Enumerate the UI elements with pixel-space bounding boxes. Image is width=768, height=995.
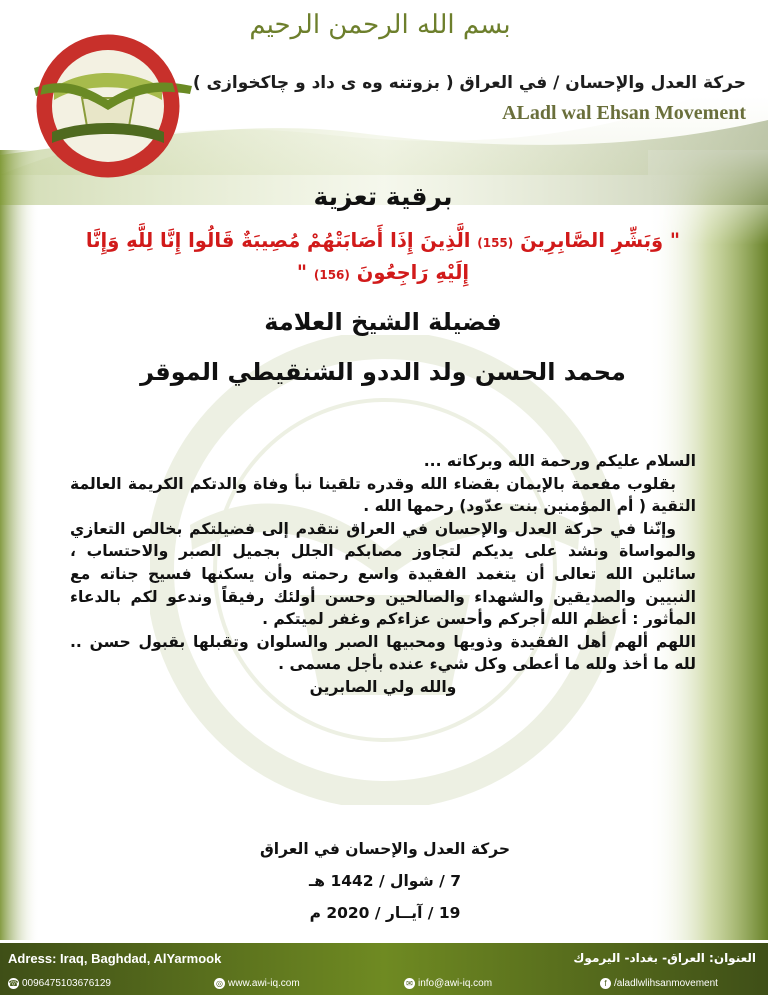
footer-facebook[interactable] bbox=[600, 975, 718, 993]
paragraph-condolence-message: وإنّنا في حركة العدل والإحسان في العراق نتقدم إلى فضيلتكم بخالص التعازي والمواساة ونشد على يديكم لتجاوز مصابكم الجلل بجميل الصبر والاحتساب ، سائلين الله تعالى أن يتغمد الفقيدة واسع رحمته وأن يسكنها فسيح جناته مع النبيين والصديقين والشهداء والصالحين وحسن أولئك رفيقاً وندعو لكم بالدعاء المأثور : أعظم الله أجركم وأحسن عزاءكم وغفر لميتكم . bbox=[70, 519, 696, 629]
footer-email[interactable] bbox=[404, 975, 492, 993]
basmala-calligraphy: بسم الله الرحمن الرحيم bbox=[249, 10, 511, 40]
organization-name-english: ALadl wal Ehsan Movement bbox=[502, 102, 746, 124]
letter-header-block bbox=[68, 178, 698, 390]
movement-logo bbox=[22, 28, 202, 178]
closing-line: والله ولي الصابرين bbox=[309, 677, 457, 696]
quran-verse bbox=[68, 226, 698, 290]
phone-number: 00964751036761​29 bbox=[22, 978, 111, 989]
footer-phone bbox=[8, 975, 111, 993]
date-hijri: 7 / شوال / 1442 هـ bbox=[308, 872, 462, 890]
verse-text-part2: الَّذِينَ إِذَا أَصَابَتْهُمْ مُصِيبَةٌ قَالُوا إِنَّا لِلَّهِ وَإِنَّا إِلَيْهِ رَاجِعُونَ bbox=[85, 229, 471, 284]
document-title: برقية تعزية bbox=[313, 182, 453, 211]
facebook-icon: f bbox=[600, 978, 611, 989]
paragraph-condolence-news: بقلوب مفعمة بالإيمان بقضاء الله وقدره تلقينا نبأ وفاة والدتكم الكريمة العالمة التقية ( أم المؤمنين بنت عدّود) رحمها الله . bbox=[70, 474, 696, 516]
signature-organization: حركة العدل والإحسان في العراق bbox=[259, 840, 511, 858]
email-icon: ✉ bbox=[404, 978, 415, 989]
paragraph-prayer: اللهم ألهم أهل الفقيدة وذويها ومحبيها الصبر والسلوان وتقبلها بقبول حسن .. لله ما أخذ ولله ما أعطى وكل شيء عنده بأجل مسمى . bbox=[70, 632, 696, 674]
greeting: السلام عليكم ورحمة الله وبركاته ... bbox=[423, 452, 696, 470]
letter-body bbox=[70, 450, 696, 699]
email-address[interactable]: info@awi-iq.com bbox=[418, 978, 493, 989]
verse-end-quote: " bbox=[296, 261, 308, 284]
footer-address-english: Adress: Iraq, Baghdad, AlYarmook bbox=[8, 951, 222, 966]
organization-name-arabic: حركة العدل والإحسان / في العراق ( بزوتنه وه ى داد و چاكخوازى ) bbox=[192, 73, 746, 93]
footer-website[interactable] bbox=[214, 975, 300, 993]
footer-contact-row bbox=[0, 975, 768, 993]
left-side-band bbox=[0, 150, 40, 940]
globe-icon: ◎ bbox=[214, 978, 225, 989]
facebook-handle[interactable]: /aladlwlihsanmovement bbox=[614, 978, 718, 989]
website-url[interactable]: www.awi-iq.com bbox=[228, 978, 300, 989]
signature-block bbox=[185, 833, 585, 929]
phone-icon: ☎ bbox=[8, 978, 19, 988]
verse-text-part1: " وَبَشِّرِ الصَّابِرِينَ bbox=[520, 229, 681, 252]
verse-number-156: (156) bbox=[313, 268, 350, 282]
verse-number-155: (155) bbox=[477, 236, 514, 250]
date-gregorian: 19 / آيــار / 2020 م bbox=[309, 904, 461, 922]
dignitary-title: فضيلة الشيخ العلامة bbox=[264, 308, 502, 336]
footer-address-arabic: العنوان: العراق- بغداد- اليرموك bbox=[573, 951, 756, 965]
dignitary-name: محمد الحسن ولد الددو الشنقيطي الموقر bbox=[140, 358, 626, 386]
